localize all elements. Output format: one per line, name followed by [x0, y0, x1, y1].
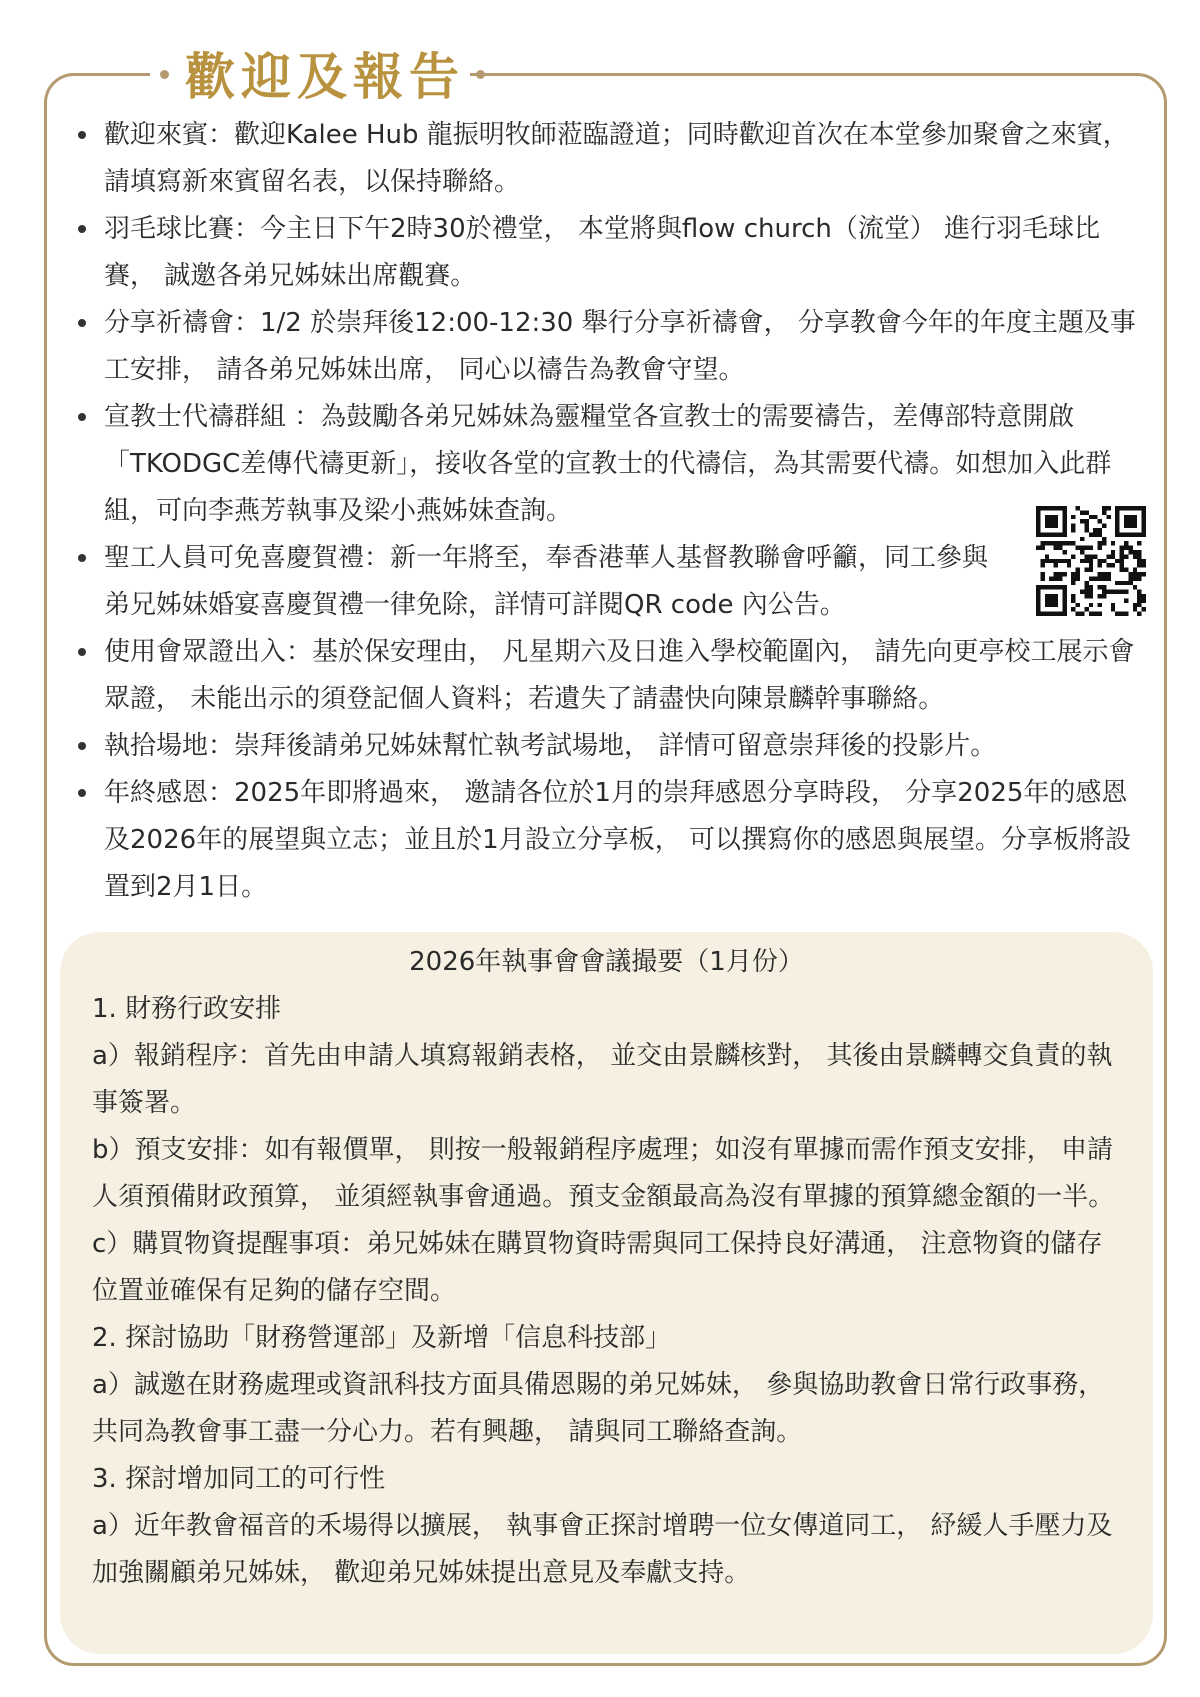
announcement-item — [78, 723, 1148, 770]
bullet-icon — [78, 789, 86, 797]
minutes-line: a）報銷程序：首先由申請人填寫報銷表格， 並交由景麟核對， 其後由景麟轉交負責的執事簽署。 — [92, 1041, 1113, 1118]
announcement-item — [78, 206, 1148, 300]
announcement-text: 羽毛球比賽：今主日下午2時30於禮堂， 本堂將與flow church（流堂） 進行羽毛球比賽， 誠邀各弟兄姊妹出席觀賽。 — [104, 214, 1101, 291]
announcement-item — [78, 394, 1148, 535]
announcement-text: 使用會眾證出入：基於保安理由， 凡星期六及日進入學校範圍內， 請先向更亭校工展示會眾證， 未能出示的須登記個人資料；若遺失了請盡快向陳景麟幹事聯絡。 — [104, 637, 1135, 714]
section-title: 歡迎及報告 — [185, 48, 465, 106]
minutes-line: a）近年教會福音的禾場得以擴展， 執事會正探討增聘一位女傳道同工， 紓緩人手壓力及加強關顧弟兄姊妹， 歡迎弟兄姊妹提出意見及奉獻支持。 — [92, 1511, 1113, 1588]
qr-code-icon[interactable] — [1036, 506, 1146, 616]
minutes-title: 2026年執事會會議撮要（1月份） — [409, 947, 804, 977]
bullet-icon — [78, 225, 86, 233]
bullet-icon — [78, 554, 86, 562]
bullet-icon — [78, 131, 86, 139]
announcement-item — [78, 770, 1148, 911]
announcement-text: 歡迎來賓：歡迎Kalee Hub 龍振明牧師蒞臨證道；同時歡迎首次在本堂參加聚會之來賓，請填寫新來賓留名表，以保持聯絡。 — [104, 120, 1129, 197]
announcement-item — [78, 535, 1148, 629]
title-dot-right — [476, 70, 485, 79]
minutes-line: a）誠邀在財務處理或資訊科技方面具備恩賜的弟兄姊妹， 參與協助教會日常行政事務， 共同為教會事工盡一分心力。若有興趣， 請與同工聯絡查詢。 — [92, 1370, 1105, 1447]
announcement-text: 年終感恩：2025年即將過來， 邀請各位於1月的崇拜感恩分享時段， 分享2025年的感恩及2026年的展望與立志；並且於1月設立分享板， 可以撰寫你的感恩與展望。分享板將設置到2月1日。 — [104, 778, 1131, 902]
announcement-item — [78, 629, 1148, 723]
minutes-body — [60, 986, 1153, 1597]
minutes-line: 1. 財務行政安排 — [92, 994, 282, 1024]
bullet-icon — [78, 319, 86, 327]
minutes-line: 2. 探討協助「財務營運部」及新增「信息科技部」 — [92, 1323, 672, 1353]
announcement-item — [78, 300, 1148, 394]
minutes-line: 3. 探討增加同工的可行性 — [92, 1464, 386, 1494]
announcement-text: 聖工人員可免喜慶賀禮：新一年將至，奉香港華人基督教聯會呼籲，同工參與弟兄姊妹婚宴喜慶賀禮一律免除，詳情可詳閱QR code 內公告。 — [104, 543, 989, 620]
bullet-icon — [78, 742, 86, 750]
meeting-minutes-box — [60, 932, 1153, 1654]
announcement-item — [78, 112, 1148, 206]
announcement-text: 分享祈禱會：1/2 於崇拜後12:00-12:30 舉行分享祈禱會， 分享教會今年的年度主題及事工安排， 請各弟兄姊妹出席， 同心以禱告為教會守望。 — [104, 308, 1136, 385]
bullet-icon — [78, 648, 86, 656]
minutes-line: b）預支安排：如有報價單， 則按一般報銷程序處理；如沒有單據而需作預支安排， 申請人須預備財政預算， 並須經執事會通過。預支金額最高為沒有單據的預算總金額的一半。 — [92, 1135, 1115, 1212]
announcement-text: 執拾場地：崇拜後請弟兄姊妹幫忙執考試場地， 詳情可留意崇拜後的投影片。 — [104, 731, 997, 761]
title-dot-left — [160, 70, 169, 79]
announcement-text: 宣教士代禱群組 ：為鼓勵各弟兄姊妹為靈糧堂各宣教士的需要禱告，差傳部特意開啟「TKODGC差傳代禱更新」，接收各堂的宣教士的代禱信，為其需要代禱。如想加入此群組，可向李燕芳執事及梁小燕姊妹查詢。 — [104, 402, 1112, 526]
minutes-line: c）購買物資提醒事項：弟兄姊妹在購買物資時需與同工保持良好溝通， 注意物資的儲存位置並確保有足夠的儲存空間。 — [92, 1229, 1103, 1306]
bullet-icon — [78, 413, 86, 421]
announcement-list — [78, 112, 1148, 911]
